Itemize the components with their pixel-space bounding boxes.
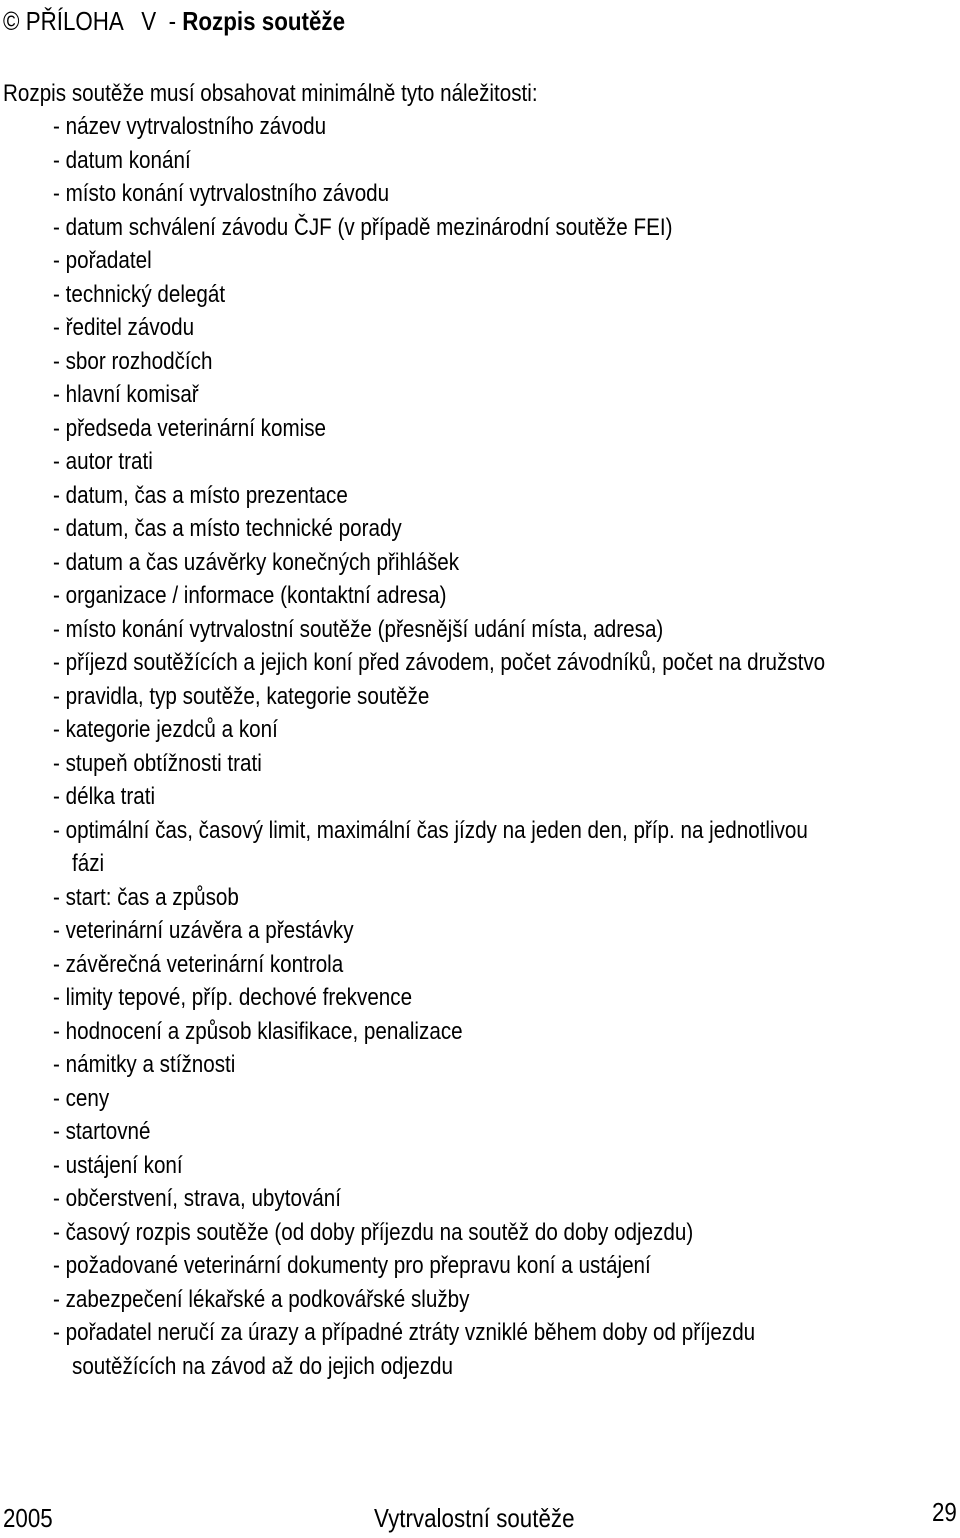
page-header: [3, 4, 401, 38]
list-item-text: - datum a čas uzávěrky konečných přihlášek: [53, 548, 460, 576]
list-item: [53, 816, 951, 850]
list-item: [53, 615, 951, 649]
list-item-text: - pravidla, typ soutěže, kategorie soutěže: [53, 682, 430, 710]
list-item: [53, 313, 951, 347]
list-item: [53, 782, 951, 816]
list-item: [53, 179, 951, 213]
list-item: [53, 414, 951, 448]
list-item-text: - pořadatel: [53, 247, 152, 274]
list-item: [53, 347, 951, 381]
list-item: [53, 548, 951, 582]
list-item-text: soutěžících na závod až do jejich odjezdu: [72, 1352, 453, 1380]
footer-title: [374, 1503, 607, 1533]
list-item-text: - optimální čas, časový limit, maximální čas jízdy na jeden den, příp. na jednotlivou: [53, 816, 808, 844]
list-item: [53, 950, 951, 984]
list-item-text: - občerstvení, strava, ubytování: [53, 1185, 341, 1212]
list-item: [53, 1218, 951, 1252]
list-item-text: - hlavní komisař: [53, 381, 199, 408]
list-item-text: - datum schválení závodu ČJF (v případě mezinárodní soutěže FEI): [53, 213, 673, 241]
list-item-text: - ředitel závodu: [53, 314, 195, 341]
list-item-text: - datum konání: [53, 146, 191, 174]
list-item: [53, 447, 951, 481]
list-item-text: - hodnocení a způsob klasifikace, penalizace: [53, 1017, 463, 1045]
list-item: [53, 1017, 951, 1051]
list-item: [53, 916, 951, 950]
list-item-text: - kategorie jezdců a koní: [53, 716, 278, 743]
list-item-text: - organizace / informace (kontaktní adresa): [53, 582, 447, 609]
intro-line: Rozpis soutěže musí obsahovat minimálně tyto náležitosti:: [3, 80, 538, 107]
list-item: [53, 1251, 951, 1285]
list-item-text: - námitky a stížnosti: [53, 1051, 236, 1078]
list-item-text: - autor trati: [53, 448, 153, 475]
page-number-text: 29: [932, 1497, 957, 1527]
list-item-continuation: [53, 1352, 951, 1386]
list-item: [53, 983, 951, 1017]
list-item: [53, 481, 951, 515]
list-item-text: - požadované veterinární dokumenty pro přepravu koní a ustájení: [53, 1252, 651, 1279]
list-item: [53, 514, 951, 548]
list-item: [53, 1184, 951, 1218]
list-item-text: - technický delegát: [53, 280, 226, 308]
list-item-text: - délka trati: [53, 783, 156, 810]
list-item-text: - datum, čas a místo technické porady: [53, 515, 402, 542]
list-item: [53, 1117, 951, 1151]
header-line: [3, 4, 345, 38]
footer-year-text: 2005: [3, 1503, 53, 1533]
list-item: [53, 380, 951, 414]
list-item-text: - název vytrvalostního závodu: [53, 113, 327, 140]
list-item: [53, 682, 951, 716]
list-item: [53, 749, 951, 783]
list-item-text: - časový rozpis soutěže (od doby příjezdu na soutěž do doby odjezdu): [53, 1218, 694, 1246]
list-item: [53, 1318, 951, 1352]
intro-text: [3, 79, 625, 109]
list-item: [53, 280, 951, 314]
list-item-continuation: [53, 849, 951, 883]
list-item: [53, 883, 951, 917]
list-item-text: - příjezd soutěžících a jejich koní před závodem, počet závodníků, počet na družstvo: [53, 649, 826, 676]
header-title: Rozpis soutěže: [182, 6, 346, 36]
list-item: [53, 112, 951, 146]
list-item-text: - ustájení koní: [53, 1151, 183, 1179]
list-item-text: - místo konání vytrvalostní soutěže (přesnější udání místa, adresa): [53, 615, 664, 643]
list-item: [53, 1084, 951, 1118]
requirements-list: [53, 112, 951, 1385]
list-item-text: - sbor rozhodčích: [53, 347, 213, 375]
list-item-text: - pořadatel neručí za úrazy a případné ztráty vzniklé během doby od příjezdu: [53, 1319, 756, 1346]
page-number: [932, 1497, 960, 1527]
list-item-text: - závěrečná veterinární kontrola: [53, 950, 344, 978]
list-item-text: - stupeň obtížnosti trati: [53, 749, 262, 777]
list-item-text: - zabezpečení lékařské a podkovářské služby: [53, 1285, 470, 1313]
list-item-text: - limity tepové, příp. dechové frekvence: [53, 984, 413, 1011]
list-item-text: fázi: [72, 850, 105, 877]
list-item-text: - datum, čas a místo prezentace: [53, 481, 348, 509]
list-item: [53, 1285, 951, 1319]
list-item: [53, 1151, 951, 1185]
footer-title-text: Vytrvalostní soutěže: [374, 1503, 575, 1533]
list-item: [53, 715, 951, 749]
list-item-text: - předseda veterinární komise: [53, 414, 327, 442]
list-item: [53, 246, 951, 280]
list-item-text: - start: čas a způsob: [53, 883, 239, 911]
list-item: [53, 648, 951, 682]
list-item-text: - veterinární uzávěra a přestávky: [53, 917, 354, 944]
header-prefix: © PŘÍLOHA V -: [3, 6, 183, 36]
list-item: [53, 213, 951, 247]
list-item-text: - místo konání vytrvalostního závodu: [53, 180, 390, 207]
list-item-text: - ceny: [53, 1084, 110, 1112]
list-item-text: - startovné: [53, 1118, 151, 1145]
footer-year: [3, 1503, 61, 1533]
list-item: [53, 146, 951, 180]
list-item: [53, 581, 951, 615]
list-item: [53, 1050, 951, 1084]
